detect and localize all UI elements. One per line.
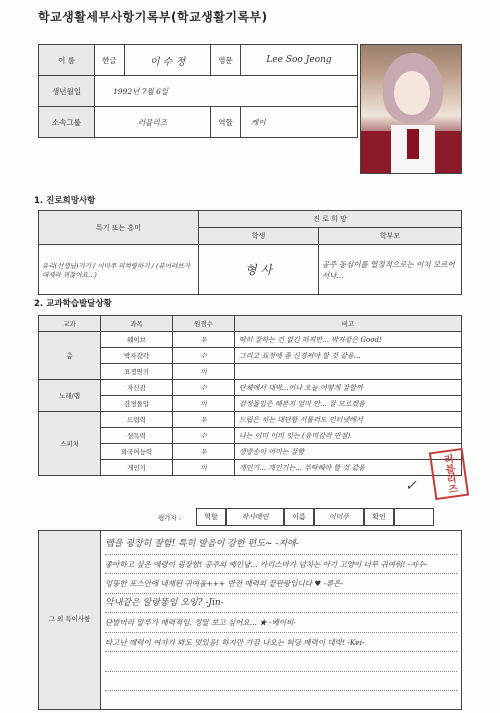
other-remarks	[38, 530, 462, 710]
note-cell: 생방송이 어미는 잘함	[235, 444, 462, 460]
section1-title: 1. 진로희망사항	[34, 196, 96, 206]
note-cell: 딱히 잘하는 건 없긴 하지만... 박자감은 Good!	[235, 332, 462, 348]
course-cell: 외국어능력	[101, 444, 173, 460]
course-cell: 개인기	[101, 460, 173, 476]
subject-dance: 춤	[39, 332, 101, 380]
profile-photo	[360, 44, 462, 174]
student-career: 형 사	[199, 245, 319, 295]
course-cell: 자신감	[101, 380, 173, 396]
seal-stamp: 러블리즈	[429, 448, 469, 500]
score-cell: 우	[173, 332, 235, 348]
interest-header: 특기 또는 흥미	[39, 211, 199, 245]
career-table	[38, 210, 462, 295]
birth-label: 생년월일	[39, 76, 95, 107]
score-cell: 미	[173, 396, 235, 412]
name-label: 이 름	[39, 45, 95, 76]
evaluator-row	[38, 506, 462, 530]
course-cell: 표정연기	[101, 364, 173, 380]
remarks-lines	[105, 535, 457, 691]
score-cell: 미	[173, 364, 235, 380]
document-title: 학교생활세부사항기록부(학교생활기록부)	[38, 10, 268, 24]
parent-career: 공주 동심이를 열정적으로는 이치 모르어서나...	[319, 245, 462, 295]
photo-face	[394, 71, 430, 115]
evaluator-role: 작사메인	[226, 508, 284, 526]
remark-line: 엉뚱한 포스안에 내재된 귀여움+++ 반전 매력의 끝판왕입니다 ♥ -류은-	[105, 574, 457, 594]
score-cell: 수	[173, 428, 235, 444]
birth-value: 1992년 7월 6일	[95, 76, 358, 107]
name-hangul: 이 수 정	[125, 45, 211, 76]
note-cell: 나는 이미 이미 잇는 (유머감각 만점)	[235, 428, 462, 444]
role-value: 케이	[241, 107, 358, 138]
name-english: Lee Soo Jeong	[241, 45, 358, 76]
grades-table	[38, 315, 462, 476]
evaluator-label: 평가자 :	[158, 514, 182, 522]
hangul-label: 한글	[95, 45, 125, 76]
group-value: 러블리즈	[95, 107, 211, 138]
remark-line: 좋아하고 싶은 애령이 굉장함! 공주의 예인냥... 카리스마가 넘치는 아기 고양이 너무 귀여워! -지수-	[105, 555, 457, 575]
score-cell: 수	[173, 348, 235, 364]
confirm-label: 확인	[364, 508, 394, 526]
group-label: 소속그룹	[39, 107, 95, 138]
parent-header: 학부모	[319, 228, 462, 245]
remark-line: 타고난 매력이 여자가 봐도 멋있음! 하지만 가끔 나오는 허당 매력이 대박! -Kei-	[105, 633, 457, 653]
note-cell: 개인기... 개인기는... 부탁해야 할 것 같음	[235, 460, 462, 476]
course-cell: 드립력	[101, 412, 173, 428]
section2-title: 2. 교과학습발달상황	[34, 299, 112, 309]
subject-vocal: 노래/랩	[39, 380, 101, 412]
remark-line-empty	[105, 672, 457, 692]
note-cell: 감정몰입은 해본지 얼마 안... 잘 모르겠음	[235, 396, 462, 412]
evaluator-name: 이미주	[314, 508, 364, 526]
confirm-box	[394, 508, 434, 526]
remark-line-empty	[105, 652, 457, 672]
photo-tie	[407, 129, 419, 159]
remark-line: 단발머리 말루가 매력적임. 정말 보고 싶어요... ★ -베이비-	[105, 613, 457, 633]
remark-line: 악내같은 알랑똥임 오잉? -Jin-	[105, 594, 457, 614]
header-subject: 교과	[39, 316, 101, 332]
evaluator-role-label: 역할	[196, 508, 226, 526]
career-header: 진 로 희 망	[199, 211, 462, 228]
role-label: 역할	[211, 107, 241, 138]
student-header: 학생	[199, 228, 319, 245]
score-cell: 수	[173, 380, 235, 396]
signature: ✓	[405, 478, 417, 494]
interest-value: 유리(선생님)가기 / 이미주 피쳐링하기 / (퓨어러브가 대세라 귀찮아요...)	[39, 245, 199, 295]
english-label: 영문	[211, 45, 241, 76]
other-label: 그 외 특이사항	[39, 531, 101, 709]
score-cell: 우	[173, 412, 235, 428]
note-cell: 드립은 치는 대단함 서툴러도 인터넷에서	[235, 412, 462, 428]
course-cell: 박자감각	[101, 348, 173, 364]
header-score: 원점수	[173, 316, 235, 332]
course-cell: 웨이브	[101, 332, 173, 348]
note-cell	[235, 364, 462, 380]
header-course: 과목	[101, 316, 173, 332]
note-cell: 단체에서 대박...어나 오늘 어떻게 잘할까	[235, 380, 462, 396]
note-cell: 그리고 표정에 좀 신경써야 할 것 같음...	[235, 348, 462, 364]
score-cell: 미	[173, 460, 235, 476]
remark-line: 랩을 굉장히 잘함! 특히 발음이 강한 편도~ -지애-	[105, 535, 457, 555]
course-cell: 설득력	[101, 428, 173, 444]
header-note: 비고	[235, 316, 462, 332]
subject-speech: 스피치	[39, 412, 101, 476]
personal-info-table	[38, 44, 358, 138]
score-cell: 우	[173, 444, 235, 460]
evaluator-name-label: 이름	[284, 508, 314, 526]
course-cell: 감정몰입	[101, 396, 173, 412]
